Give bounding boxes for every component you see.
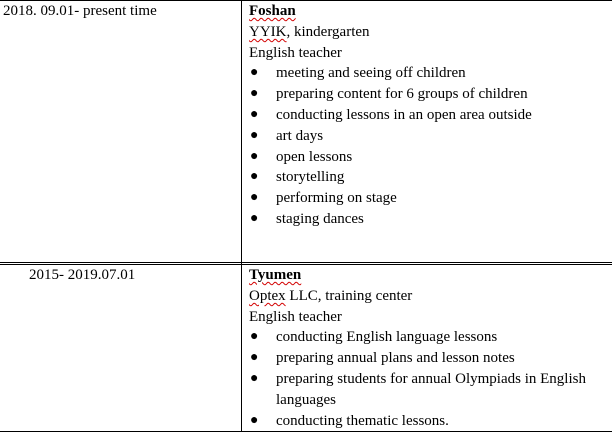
bullet-icon: ● [250,329,259,345]
list-item: ● staging dances [249,209,609,230]
list-item: ● preparing content for 6 groups of children [249,84,609,105]
bullet-icon: ● [250,169,259,185]
duties-list [249,327,609,431]
organization-type: , kindergarten [286,23,370,40]
entry-position: English teacher [249,44,342,61]
organization-name: YYIK [249,23,287,40]
list-item: ● performing on stage [249,188,609,209]
entry-period: 2015- 2019.07.01 [29,267,136,283]
list-item: ● preparing students for annual Olympiads in English languages [250,370,586,408]
list-item: ● conducting English language lessons [249,327,609,348]
bullet-icon: ● [250,350,259,366]
list-item: ● storytelling [249,167,609,188]
list-item: ● conducting lessons in an open area outside [249,105,609,126]
list-item: ● open lessons [249,147,609,168]
bullet-icon: ● [250,127,259,143]
entry-organization [249,22,609,43]
bullet-icon: ● [250,86,259,102]
bullet-icon: ● [250,210,259,226]
entry-organization [249,286,609,307]
list-item: ● conducting thematic lessons. [249,411,609,432]
bullet-icon: ● [250,412,259,428]
bullet-icon: ● [250,65,259,81]
entry-city: Foshan [249,3,296,19]
list-item: ● preparing annual plans and lesson notes [249,348,609,369]
table-column-divider [241,0,242,432]
duties-list [249,63,609,229]
job-entry [249,265,609,431]
entry-period: 2018. 09.01- present time [3,3,157,19]
table-row-divider [0,262,612,263]
list-item: ● art days [249,126,609,147]
entry-city: Tyumen [249,267,302,283]
organization-name: Optex [249,287,286,304]
bullet-icon: ● [250,106,259,122]
bullet-icon: ● [250,148,259,164]
list-item: ● meeting and seeing off children [249,63,609,84]
bullet-icon: ● [250,190,259,206]
bullet-icon: ● [250,370,259,386]
entry-position: English teacher [249,308,342,325]
job-entry [249,1,609,230]
organization-type: LLC, training center [285,287,413,304]
